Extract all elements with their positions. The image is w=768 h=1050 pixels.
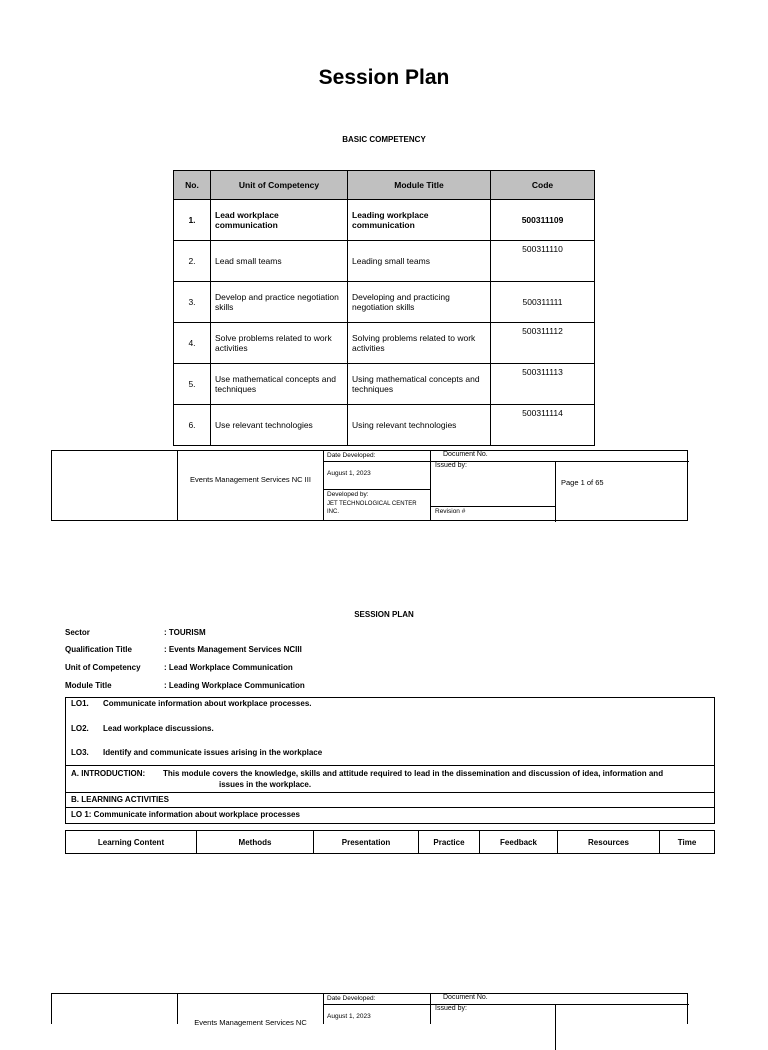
row-module: Leading small teams bbox=[348, 241, 491, 282]
row-unit: Use relevant technologies bbox=[211, 405, 348, 446]
col-header-feedback: Feedback bbox=[480, 831, 558, 854]
learning-outcomes-box bbox=[65, 697, 715, 824]
issued-by-label: Issued by: bbox=[431, 462, 556, 507]
row-code: 500311110 bbox=[491, 241, 595, 282]
row-no: 2. bbox=[174, 241, 211, 282]
col-header-module: Module Title bbox=[348, 171, 491, 200]
footer-logo-cell bbox=[52, 451, 178, 520]
footer-dates-cell bbox=[324, 451, 431, 520]
divider bbox=[324, 489, 430, 490]
row-no: 5. bbox=[174, 364, 211, 405]
session-plan-heading: SESSION PLAN bbox=[354, 610, 414, 619]
table-row bbox=[174, 405, 595, 446]
date-developed-label: Date Developed: bbox=[327, 995, 376, 1002]
introduction-text-cont: issues in the workplace. bbox=[219, 780, 312, 789]
col-header-presentation: Presentation bbox=[314, 831, 419, 854]
lo-number: LO2. bbox=[71, 724, 89, 733]
col-header-time: Time bbox=[660, 831, 715, 854]
row-no: 6. bbox=[174, 405, 211, 446]
info-value: : Leading Workplace Communication bbox=[164, 681, 305, 690]
row-unit: Develop and practice negotiation skills bbox=[211, 282, 348, 323]
page-title: Session Plan bbox=[318, 66, 450, 89]
row-module: Using relevant technologies bbox=[348, 405, 491, 446]
introduction bbox=[66, 766, 714, 793]
page-footer-2 bbox=[51, 993, 688, 1027]
row-unit: Lead workplace communication bbox=[211, 200, 348, 241]
footer-qualification: Events Management Services NC bbox=[178, 994, 324, 1024]
col-header-resources: Resources bbox=[558, 831, 660, 854]
learning-activities-table bbox=[65, 830, 715, 854]
revision-label: Revision # bbox=[431, 507, 556, 522]
info-label: Module Title bbox=[65, 681, 112, 690]
developed-by-value: JET TECHNOLOGICAL CENTER INC. bbox=[327, 501, 417, 515]
table-row bbox=[174, 364, 595, 405]
row-code: 500311113 bbox=[491, 364, 595, 405]
lo1-heading: LO 1: Communicate information about workplace processes bbox=[71, 810, 300, 819]
lo-item bbox=[66, 699, 317, 708]
document-no-label: Document No. bbox=[431, 451, 689, 462]
row-unit: Solve problems related to work activities bbox=[211, 323, 348, 364]
row-module: Solving problems related to work activities bbox=[348, 323, 491, 364]
divider bbox=[324, 461, 430, 462]
footer-logo-cell bbox=[52, 994, 178, 1024]
date-developed-value: August 1, 2023 bbox=[327, 470, 371, 477]
divider bbox=[324, 1004, 430, 1005]
info-label: Qualification Title bbox=[65, 645, 132, 654]
table-row bbox=[174, 200, 595, 241]
table-row bbox=[174, 241, 595, 282]
introduction-label: A. INTRODUCTION: bbox=[71, 769, 146, 778]
lo-number: LO1. bbox=[71, 699, 89, 708]
row-code: 500311114 bbox=[491, 405, 595, 446]
info-value: : Events Management Services NCIII bbox=[164, 645, 302, 654]
learning-activities-label: B. LEARNING ACTIVITIES bbox=[66, 793, 714, 808]
col-header-unit: Unit of Competency bbox=[211, 171, 348, 200]
info-value: : TOURISM bbox=[164, 628, 206, 637]
developed-by-label: Developed by: bbox=[327, 491, 369, 498]
page-number: Page 1 of 65 bbox=[561, 478, 604, 487]
info-label: Sector bbox=[65, 628, 90, 637]
footer-dates-cell bbox=[324, 994, 431, 1024]
col-header-code: Code bbox=[491, 171, 595, 200]
table-row bbox=[174, 323, 595, 364]
row-module: Developing and practicing negotiation skills bbox=[348, 282, 491, 323]
row-no: 4. bbox=[174, 323, 211, 364]
col-header-practice: Practice bbox=[419, 831, 480, 854]
page-footer bbox=[51, 450, 688, 521]
document-no-label: Document No. bbox=[431, 994, 689, 1005]
table-row bbox=[174, 282, 595, 323]
lo-item bbox=[66, 748, 327, 757]
date-developed-value: August 1, 2023 bbox=[327, 1013, 371, 1020]
row-code: 500311109 bbox=[491, 200, 595, 241]
row-unit: Use mathematical concepts and techniques bbox=[211, 364, 348, 405]
row-code: 500311111 bbox=[491, 282, 595, 323]
info-module bbox=[65, 681, 305, 690]
lo-text: Communicate information about workplace processes. bbox=[103, 699, 312, 708]
col-header-no: No. bbox=[174, 171, 211, 200]
row-code: 500311112 bbox=[491, 323, 595, 364]
row-no: 3. bbox=[174, 282, 211, 323]
row-module: Leading workplace communication bbox=[348, 200, 491, 241]
row-no: 1. bbox=[174, 200, 211, 241]
info-sector bbox=[65, 628, 206, 637]
issued-by-label: Issued by: bbox=[431, 1005, 556, 1050]
row-module: Using mathematical concepts and techniques bbox=[348, 364, 491, 405]
learning-outcomes bbox=[66, 698, 714, 766]
info-qualification bbox=[65, 645, 302, 654]
introduction-text: This module covers the knowledge, skills and attitude required to lead in the dissemination and discussion of idea, information and bbox=[163, 769, 664, 778]
lo-number: LO3. bbox=[71, 748, 89, 757]
footer-qualification: Events Management Services NC III bbox=[178, 451, 324, 520]
info-label: Unit of Competency bbox=[65, 663, 141, 672]
lo-item bbox=[66, 724, 219, 733]
col-header-learning-content: Learning Content bbox=[66, 831, 197, 854]
date-developed-label: Date Developed: bbox=[327, 452, 376, 459]
lo-text: Identify and communicate issues arising in the workplace bbox=[103, 748, 323, 757]
row-unit: Lead small teams bbox=[211, 241, 348, 282]
lo-text: Lead workplace discussions. bbox=[103, 724, 214, 733]
competency-table bbox=[173, 170, 595, 446]
col-header-methods: Methods bbox=[197, 831, 314, 854]
section-subtitle: BASIC COMPETENCY bbox=[342, 135, 426, 144]
info-unit bbox=[65, 663, 293, 672]
info-value: : Lead Workplace Communication bbox=[164, 663, 293, 672]
